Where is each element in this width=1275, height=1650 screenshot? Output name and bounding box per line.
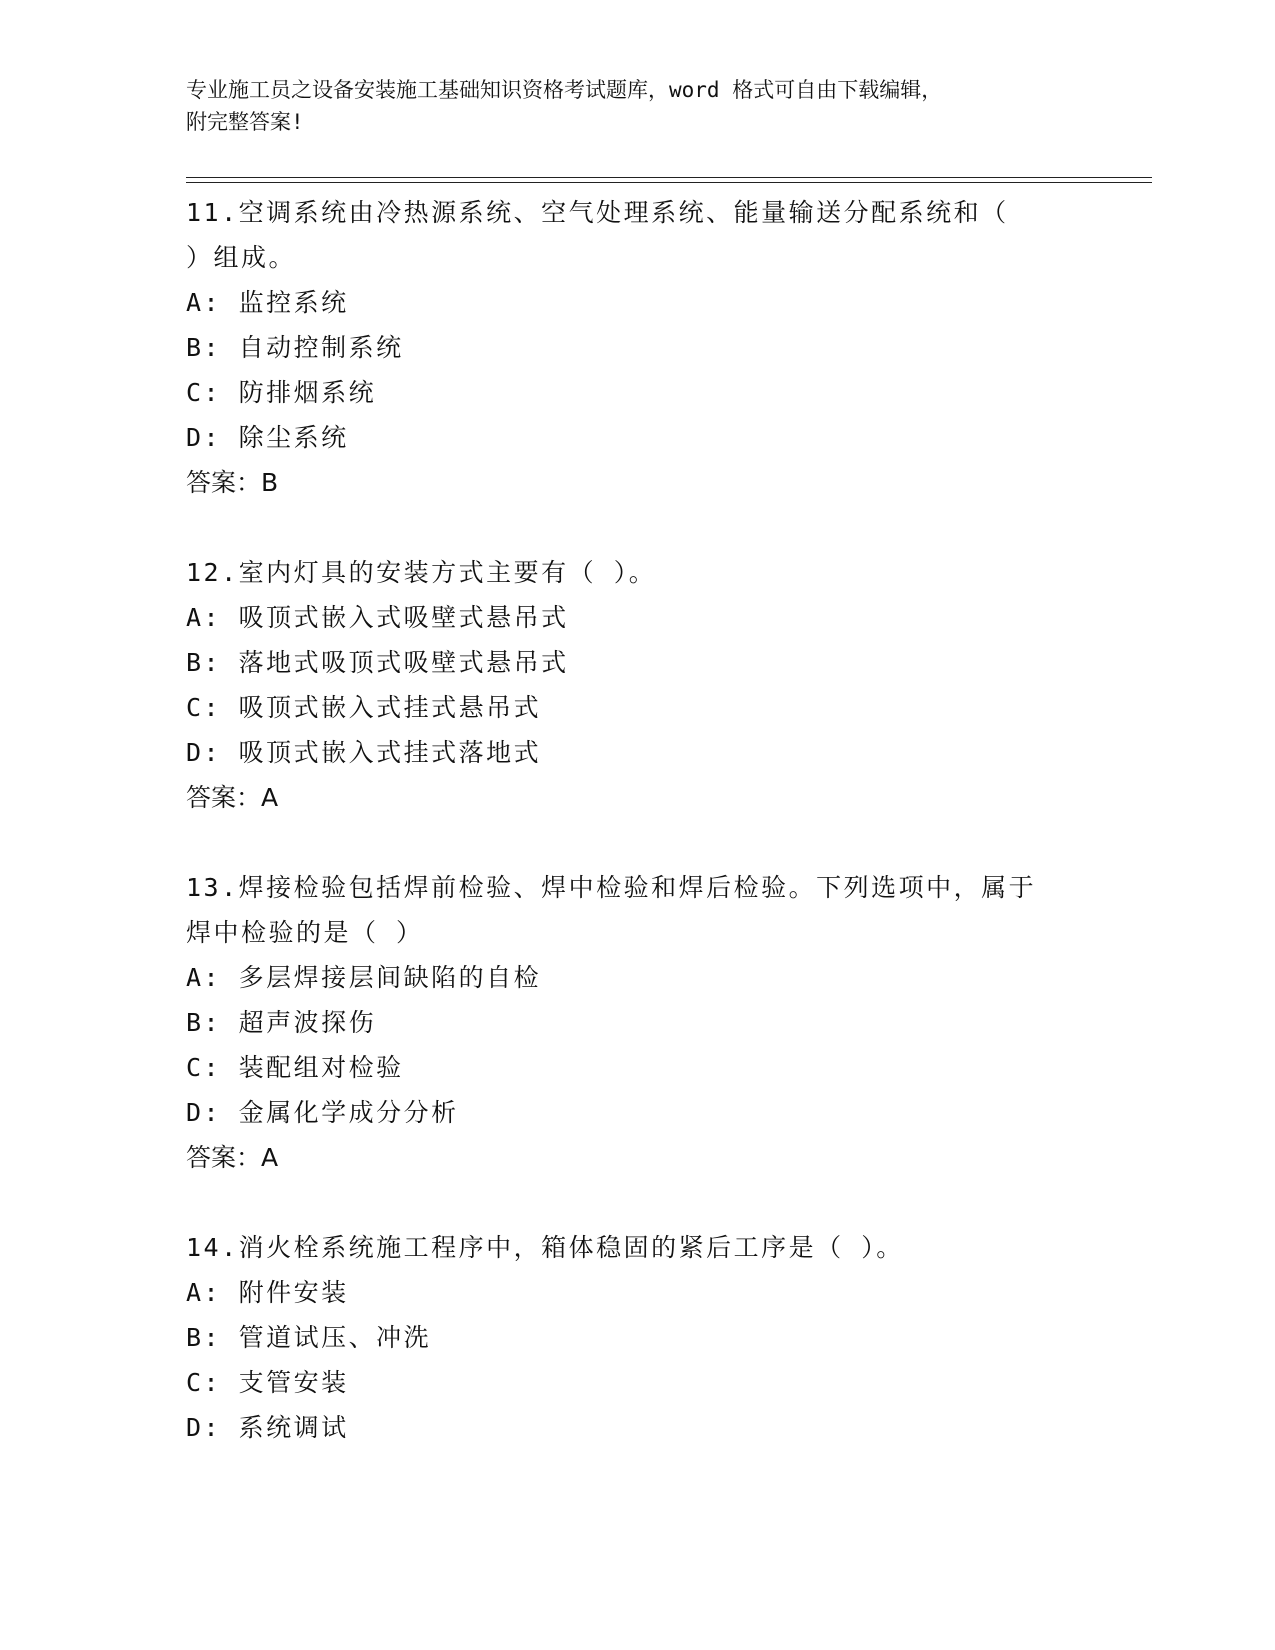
answer-option: D: 吸顶式嵌入式挂式落地式 (186, 738, 542, 767)
header-divider-bottom (186, 182, 1152, 183)
answer-option: D: 金属化学成分分析 (186, 1098, 459, 1127)
answer-key: 答案：B (186, 468, 279, 497)
header-line-2: 附完整答案! (186, 110, 304, 134)
question-stem-line: 14.消火栓系统施工程序中，箱体稳固的紧后工序是（ ）。 (186, 1233, 904, 1262)
answer-option: B: 自动控制系统 (186, 333, 404, 362)
answer-option: C: 吸顶式嵌入式挂式悬吊式 (186, 693, 542, 722)
header-divider-top (186, 177, 1152, 178)
question-block (186, 550, 1126, 820)
answer-option: A: 吸顶式嵌入式吸壁式悬吊式 (186, 603, 569, 632)
question-stem-line: ）组成。 (186, 243, 297, 272)
answer-option: C: 支管安装 (186, 1368, 349, 1397)
question-block (186, 1225, 1126, 1450)
answer-option: C: 装配组对检验 (186, 1053, 404, 1082)
answer-option: D: 除尘系统 (186, 423, 349, 452)
question-stem-line: 焊中检验的是（ ） (186, 918, 424, 947)
question-spacer (186, 505, 1126, 550)
question-spacer (186, 1180, 1126, 1225)
header-line-1: 专业施工员之设备安装施工基础知识资格考试题库，word 格式可自由下载编辑， (186, 78, 943, 102)
question-block (186, 865, 1126, 1180)
question-stem-line: 13.焊接检验包括焊前检验、焊中检验和焊后检验。下列选项中，属于 (186, 873, 1037, 902)
answer-option: A: 监控系统 (186, 288, 349, 317)
answer-key: 答案：A (186, 783, 279, 812)
question-stem-line: 11.空调系统由冷热源系统、空气处理系统、能量输送分配系统和（ (186, 198, 1009, 227)
question-stem-line: 12.室内灯具的安装方式主要有（ ）。 (186, 558, 657, 587)
answer-option: B: 管道试压、冲洗 (186, 1323, 432, 1352)
answer-option: A: 多层焊接层间缺陷的自检 (186, 963, 542, 992)
answer-key: 答案：A (186, 1143, 279, 1172)
answer-option: C: 防排烟系统 (186, 378, 377, 407)
answer-option: B: 超声波探伤 (186, 1008, 377, 1037)
question-spacer (186, 820, 1126, 865)
answer-option: D: 系统调试 (186, 1413, 349, 1442)
question-list (186, 190, 1126, 1450)
answer-option: A: 附件安装 (186, 1278, 349, 1307)
answer-option: B: 落地式吸顶式吸壁式悬吊式 (186, 648, 569, 677)
question-block (186, 190, 1126, 505)
document-header (186, 74, 1066, 138)
